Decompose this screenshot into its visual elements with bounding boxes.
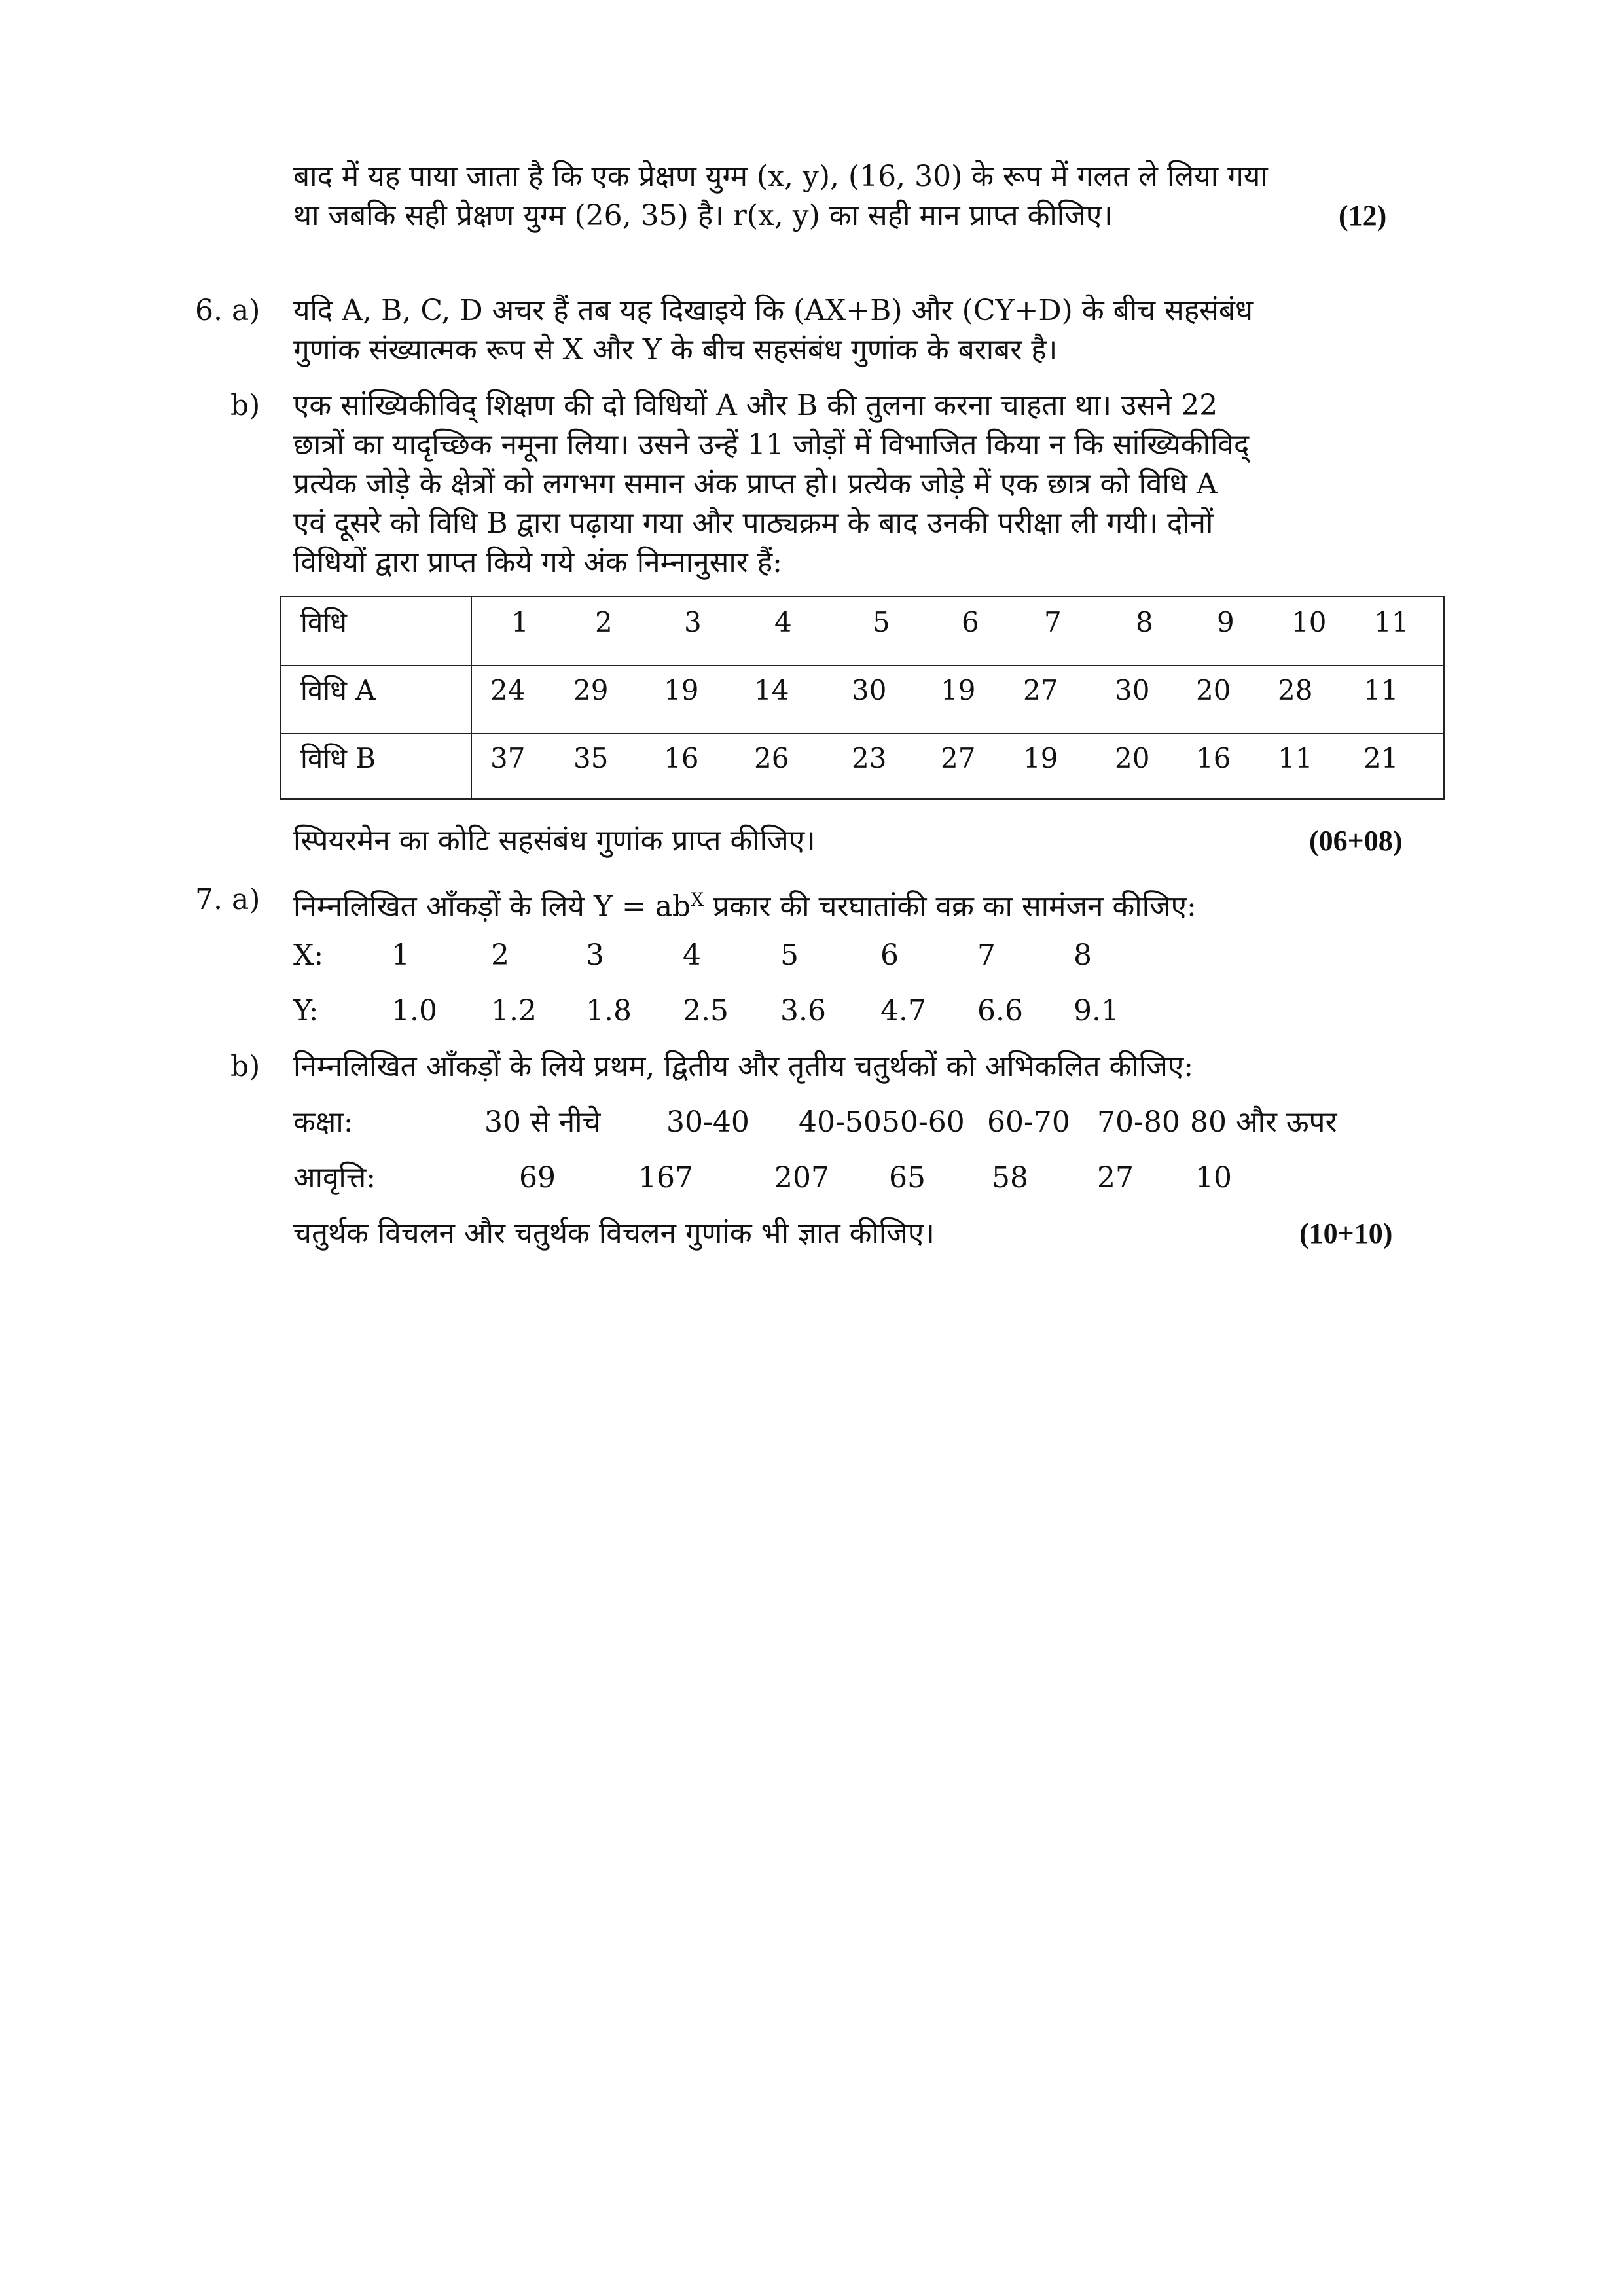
q6a-line-2: गुणांक संख्यात्मक रूप से X और Y के बीच सहसंबंध गुणांक के बराबर है। — [293, 333, 1058, 367]
q5-marks: (12) — [1339, 200, 1387, 232]
q7a-text-post: प्रकार की चरघातांकी वक्र का सामंजन कीजिए: — [704, 889, 1197, 924]
x-value: 1 — [391, 939, 410, 972]
table-header-cell: 5 — [873, 606, 890, 638]
table-header-cell: 7 — [1044, 606, 1062, 638]
q7-number: 7. a) — [195, 883, 261, 916]
table-header-cell: 6 — [962, 606, 979, 638]
q6-marks: (06+08) — [1309, 825, 1403, 857]
table-cell-a: 19 — [941, 674, 976, 706]
q5-line-2: था जबकि सही प्रेक्षण युग्म (26, 35) है। r(x, y) का सही मान प्राप्त कीजिए। — [293, 199, 1113, 232]
q6b-line-1: एक सांख्यिकीविद् शिक्षण की दो विधियों A और B की तुलना करना चाहता था। उसने 22 — [293, 389, 1218, 422]
q6b-line-3: प्रत्येक जोड़े के क्षेत्रों को लगभग समान अंक प्राप्त हो। प्रत्येक जोड़े में एक छात्र को विधि A — [293, 467, 1218, 501]
freq-value: 69 — [519, 1161, 556, 1194]
table-cell-b: 26 — [754, 742, 789, 774]
table-cell-b: 11 — [1278, 742, 1313, 774]
q6b-label: b) — [230, 389, 261, 422]
y-value: 1.2 — [491, 994, 537, 1028]
table-cell-b: 37 — [490, 742, 526, 774]
class-value: 30-40 — [666, 1105, 749, 1139]
table-cell-a: 27 — [1023, 674, 1058, 706]
x-value: 7 — [977, 939, 996, 972]
q7a-text — [293, 880, 1197, 927]
table-cell-a: 24 — [490, 674, 526, 706]
x-value: 3 — [586, 939, 604, 972]
x-label: X: — [293, 939, 324, 972]
freq-value: 27 — [1097, 1161, 1134, 1194]
class-value: 40-5050-60 — [799, 1105, 965, 1139]
table-header-cell: 3 — [684, 606, 702, 638]
table-cell-a: 28 — [1278, 674, 1313, 706]
q7a-exponent: X — [691, 889, 704, 910]
q5-line-1: बाद में यह पाया जाता है कि एक प्रेक्षण युग्म (x, y), (16, 30) के रूप में गलत ले लिया गया — [293, 160, 1268, 193]
freq-value: 207 — [774, 1161, 829, 1194]
table-cell-a: 11 — [1363, 674, 1399, 706]
x-value: 4 — [683, 939, 701, 972]
table-header-cell: 4 — [774, 606, 792, 638]
freq-value: 65 — [889, 1161, 926, 1194]
y-value: 9.1 — [1074, 994, 1119, 1028]
class-value: 80 और ऊपर — [1190, 1105, 1337, 1139]
table-cell-b: 16 — [664, 742, 699, 774]
class-value: 30 से नीचे — [484, 1105, 601, 1139]
table-cell-a: 29 — [573, 674, 609, 706]
table-header-cell: 1 — [511, 606, 529, 638]
table-header-cell: 10 — [1291, 606, 1327, 638]
table-header-label: विधि — [300, 606, 347, 638]
y-value: 3.6 — [780, 994, 826, 1028]
table-cell-b: 35 — [573, 742, 609, 774]
q6b-line-5: विधियों द्वारा प्राप्त किये गये अंक निम्नानुसार हैं: — [293, 546, 782, 579]
q7b-label: b) — [230, 1050, 261, 1083]
y-value: 2.5 — [683, 994, 729, 1028]
table-cell-b: 27 — [941, 742, 976, 774]
class-value: 60-70 — [987, 1105, 1070, 1139]
x-value: 5 — [780, 939, 799, 972]
q7a-text-pre: निम्नलिखित आँकड़ों के लिये Y = ab — [293, 889, 691, 924]
table-column-divider — [471, 597, 472, 798]
freq-value: 10 — [1195, 1161, 1232, 1194]
table-row-divider — [281, 665, 1443, 666]
q6b-final: स्पियरमेन का कोटि सहसंबंध गुणांक प्राप्त कीजिए। — [293, 824, 816, 857]
table-header-cell: 9 — [1217, 606, 1235, 638]
q7-final: चतुर्थक विचलन और चतुर्थक विचलन गुणांक भी ज्ञात कीजिए। — [293, 1217, 935, 1250]
q6-number: 6. a) — [195, 294, 261, 327]
x-value: 2 — [491, 939, 509, 972]
table-cell-a: 19 — [664, 674, 699, 706]
x-value: 6 — [880, 939, 899, 972]
y-value: 1.8 — [586, 994, 632, 1028]
table-cell-b: 19 — [1023, 742, 1058, 774]
table-cell-a: 20 — [1196, 674, 1231, 706]
q6b-line-2: छात्रों का यादृच्छिक नमूना लिया। उसने उन्हें 11 जोड़ों में विभाजित किया न कि सांख्यिकीविद् — [293, 428, 1250, 461]
y-value: 6.6 — [977, 994, 1023, 1028]
x-value: 8 — [1074, 939, 1092, 972]
table-cell-b: 21 — [1363, 742, 1399, 774]
q7-marks: (10+10) — [1299, 1217, 1393, 1249]
freq-value: 58 — [992, 1161, 1028, 1194]
table-cell-b: 20 — [1115, 742, 1150, 774]
q7b-text: निम्नलिखित आँकड़ों के लिये प्रथम, द्वितीय और तृतीय चतुर्थकों को अभिकलित कीजिए: — [293, 1050, 1194, 1083]
table-cell-a: 30 — [1115, 674, 1150, 706]
table-row-label-b: विधि B — [300, 742, 376, 774]
q6b-line-4: एवं दूसरे को विधि B द्वारा पढ़ाया गया और पाठ्यक्रम के बाद उनकी परीक्षा ली गयी। दोनों — [293, 507, 1214, 540]
class-value: 70-80 — [1097, 1105, 1180, 1139]
q6a-line-1: यदि A, B, C, D अचर हैं तब यह दिखाइये कि (AX+B) और (CY+D) के बीच सहसंबंध — [293, 294, 1254, 327]
y-value: 4.7 — [880, 994, 926, 1028]
table-header-cell: 2 — [595, 606, 613, 638]
table-row-divider — [281, 733, 1443, 734]
table-cell-a: 30 — [852, 674, 887, 706]
table-header-cell: 11 — [1374, 606, 1409, 638]
y-value: 1.0 — [391, 994, 437, 1028]
class-label: कक्षा: — [293, 1105, 353, 1139]
table-cell-b: 23 — [852, 742, 887, 774]
table-row-label-a: विधि A — [300, 674, 376, 706]
table-header-cell: 8 — [1136, 606, 1153, 638]
freq-value: 167 — [638, 1161, 693, 1194]
y-label: Y: — [293, 994, 319, 1028]
marks-table — [280, 596, 1445, 800]
freq-label: आवृत्ति: — [293, 1161, 376, 1194]
table-cell-a: 14 — [754, 674, 789, 706]
table-cell-b: 16 — [1196, 742, 1231, 774]
